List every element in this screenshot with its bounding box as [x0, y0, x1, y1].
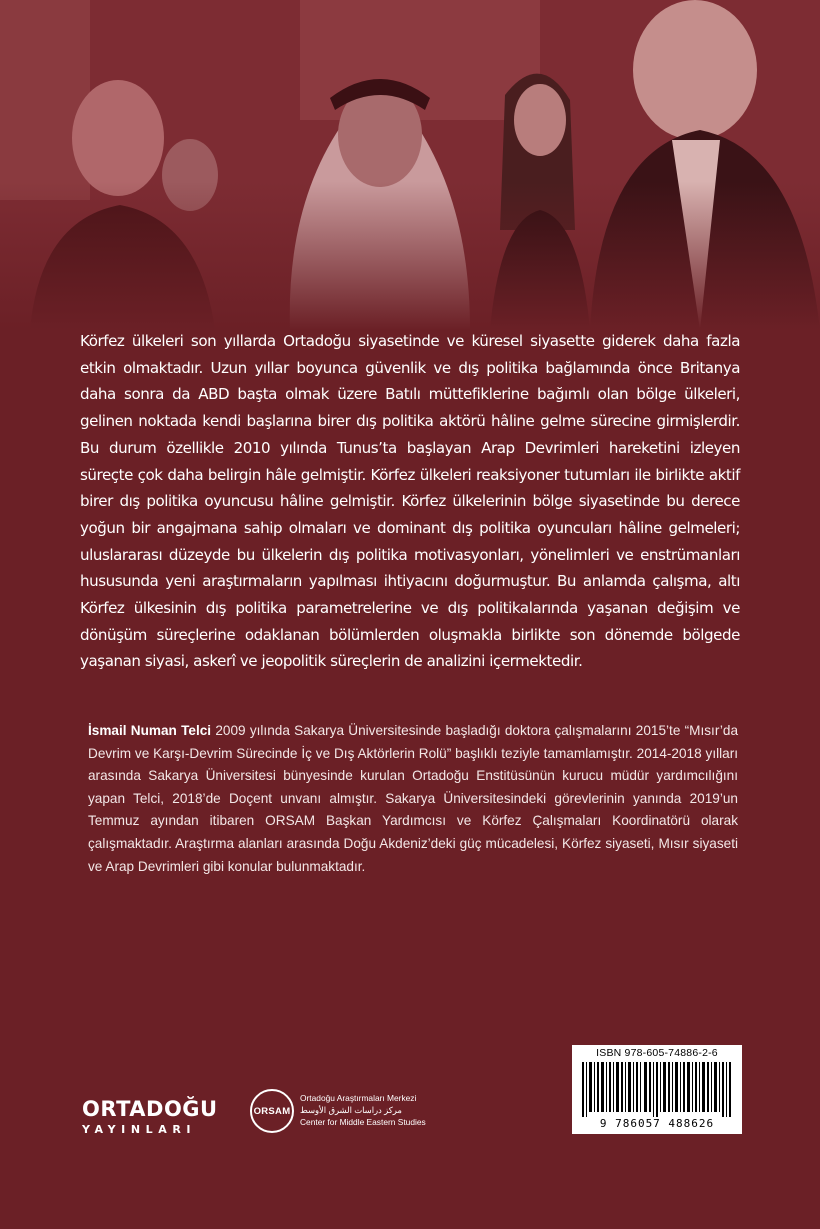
- publisher-sub: YAYINLARI: [82, 1123, 197, 1136]
- isbn-barcode: [572, 1045, 742, 1134]
- cover-photo: [0, 0, 820, 330]
- author-bio: [88, 720, 738, 878]
- orsam-line-tr: Ortadoğu Araştırmaları Merkezi: [300, 1093, 417, 1103]
- orsam-logo: [250, 1089, 450, 1135]
- ortadogu-yayinlari-logo: [82, 1097, 222, 1136]
- orsam-lines: [300, 1092, 426, 1128]
- group-photo-icon: [0, 0, 820, 330]
- author-name: İsmail Numan Telci: [88, 723, 212, 738]
- orsam-line-ar: مركز دراسات الشرق الأوسط: [300, 1105, 402, 1115]
- orsam-badge-icon: [250, 1089, 294, 1133]
- orsam-badge-text: ORSAM: [253, 1106, 291, 1117]
- orsam-line-en: Center for Middle Eastern Studies: [300, 1117, 426, 1127]
- author-bio-text: 2009 yılında Sakarya Üniversitesinde başladığı doktora çalışmalarını 2015’te “Mısır’da Devrim ve Karşı-Devrim Sürecinde İç ve Dış Aktörlerin Rolü” başlıklı teziyle tamamlamıştır. 2014-2018 yılları arasında Sakarya Üniversitesi bünyesinde kurulan Ortadoğu Enstitüsünün kurucu müdür yardımcılığını yapan Telci, 2018’de Doçent unvanı almıştır. Sakarya Üniversitesindeki görevlerinin yanında 2019’un Temmuz ayından itibaren ORSAM Başkan Yardımcısı ve Körfez Çalışmaları Koordinatörü olarak çalışmaktadır. Araştırma alanları arasında Doğu Akdeniz’deki güç mücadelesi, Körfez siyaseti, Mısır siyaseti ve Arap Devrimleri gibi konular bulunmaktadır.: [88, 723, 738, 874]
- book-description: Körfez ülkeleri son yıllarda Ortadoğu siyasetinde ve küresel siyasette giderek daha fazla etkin olmaktadır. Uzun yıllar boyunca güvenlik ve dış politika bağlamında önce Britanya daha sonra da ABD başta olmak üzere Batılı müttefiklerine bağımlı olan bölge ülkeleri, gelinen noktada kendi başlarına birer dış politika aktörü hâline gelme sürecine girmişlerdir. Bu durum özellikle 2010 yılında Tunus’ta başlayan Arap Devrimleri hareketini izleyen süreçte çok daha belirgin hâle gelmiştir. Körfez ülkeleri reaksiyoner tutumları ile birlikte aktif birer dış politika oyuncusu hâline gelmiştir. Körfez ülkelerinin bölge siyasetinde bu derece yoğun bir angajmana sahip olmaları ve dominant dış politika oyuncuları hâline gelmeleri; uluslararası düzeyde bu ülkelerin dış politika motivasyonları, yönelimleri ve enstrümanları hususunda yeni araştırmaların yapılması ihtiyacını doğurmuştur. Bu anlamda çalışma, altı Körfez ülkesinin dış politika parametrelerine ve dış politikalarında yaşanan değişim ve dönüşüm süreçlerine odaklanan bölümlerden oluşmakla birlikte son dönemde bölgede yaşanan siyasi, askerî ve jeopolitik süreçlerin de analizini içermektedir.: [80, 332, 740, 671]
- barcode-digits: 9 786057 488626: [599, 1117, 715, 1130]
- barcode-icon: [582, 1062, 732, 1117]
- publisher-name: ORTADOĞU: [82, 1097, 218, 1121]
- isbn-text: ISBN 978-605-74886-2-6: [596, 1047, 718, 1059]
